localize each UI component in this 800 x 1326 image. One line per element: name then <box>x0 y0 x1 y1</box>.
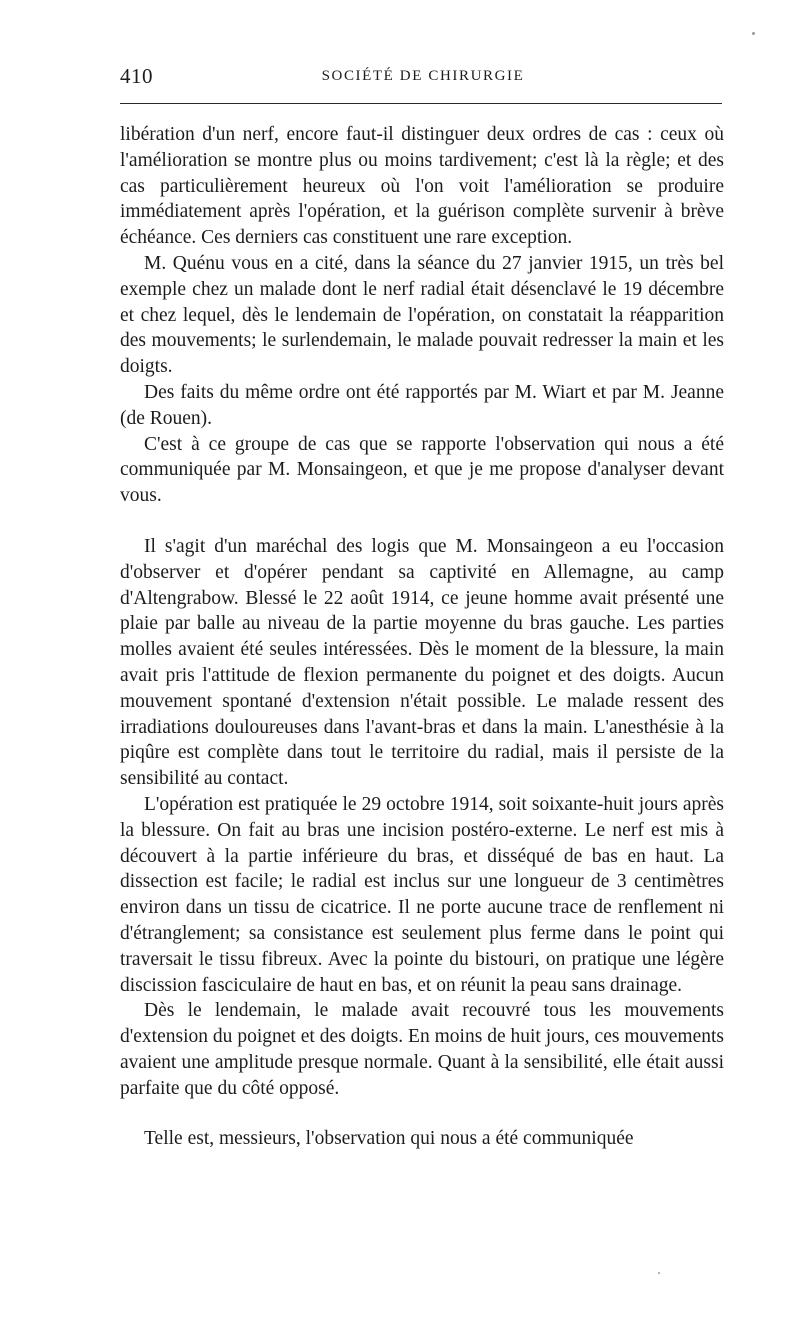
header-rule <box>120 103 722 104</box>
paragraph-monsaingeon-intro: C'est à ce groupe de cas que se rapporte l'observation qui nous a été communiquée par M. Monsaingeon, et que je me propose d'analyser devant vous. <box>120 433 724 507</box>
paragraph-operation: L'opération est pratiquée le 29 octobre 1914, soit soixante-huit jours après la blessure. On fait au bras une incision postéro-externe. Le nerf est mis à découvert à la partie inférieure du bras, et disséqué de bas en haut. La dissection est facile; le radial est inclus sur une longueur de 3 centimètres environ dans un tissu de cicatrice. Il ne porte aucune trace de renflement ni d'étranglement; sa consistance est seulement plus ferme dans le point qui traversait le tissu fibreux. Avec la pointe du bistouri, on pratique une légère discission fasciculaire de haut en bas, et on réunit la peau sans drainage. <box>120 793 724 996</box>
paragraph-continuation: libération d'un nerf, encore faut-il distinguer deux ordres de cas : ceux où l'amélioration se montre plus ou moins tardivement; c'est là la règle; et des cas particulièrement heureux où l'on voit l'amélioration se produire immédiatement après l'opération, et la guérison complète survenir à brève échéance. Ces derniers cas constituent une rare exception. <box>120 124 724 249</box>
page-header <box>120 64 726 94</box>
paragraph-similar-facts: Des faits du même ordre ont été rapportés par M. Wiart et par M. Jeanne (de Rouen). <box>120 381 724 429</box>
running-title: SOCIÉTÉ DE CHIRURGIE <box>321 68 525 84</box>
paragraph-conclusion: Telle est, messieurs, l'observation qui nous a été communiquée <box>144 1128 634 1150</box>
body-text <box>120 122 724 1152</box>
paragraph-case-history: Il s'agit d'un maréchal des logis que M. Monsaingeon a eu l'occasion d'observer et d'opérer pendant sa captivité en Allemagne, au camp d'Altengrabow. Blessé le 22 août 1914, ce jeune homme avait présenté une plaie par balle au niveau de la partie moyenne du bras gauche. Les parties molles avaient été seules intéressées. Dès le moment de la blessure, la main avait pris l'attitude de flexion permanente du poignet et des doigts. Aucun mouvement spontané d'extension n'était possible. Le malade ressent des irradiations douloureuses dans l'avant-bras et dans la main. L'anesthésie à la piqûre est complète dans tout le territoire du radial, mais il persiste de la sensibilité au contact. <box>120 535 724 790</box>
paper-speck <box>658 1272 660 1274</box>
paragraph-quenu-example: M. Quénu vous en a cité, dans la séance du 27 janvier 1915, un très bel exemple chez un malade dont le nerf radial était désenclavé le 19 décembre et chez lequel, dès le lendemain de l'opération, on constatait la réapparition des mouvements; le surlendemain, le malade pouvait redresser la main et les doigts. <box>120 252 724 378</box>
paragraph-recovery: Dès le lendemain, le malade avait recouvré tous les mouvements d'extension du poignet et des doigts. En moins de huit jours, ces mouvements avaient une amplitude presque normale. Quant à la sensibilité, elle était aussi parfaite que du côté opposé. <box>120 1000 724 1099</box>
page-number: 410 <box>120 64 153 88</box>
paper-speck <box>752 32 755 35</box>
